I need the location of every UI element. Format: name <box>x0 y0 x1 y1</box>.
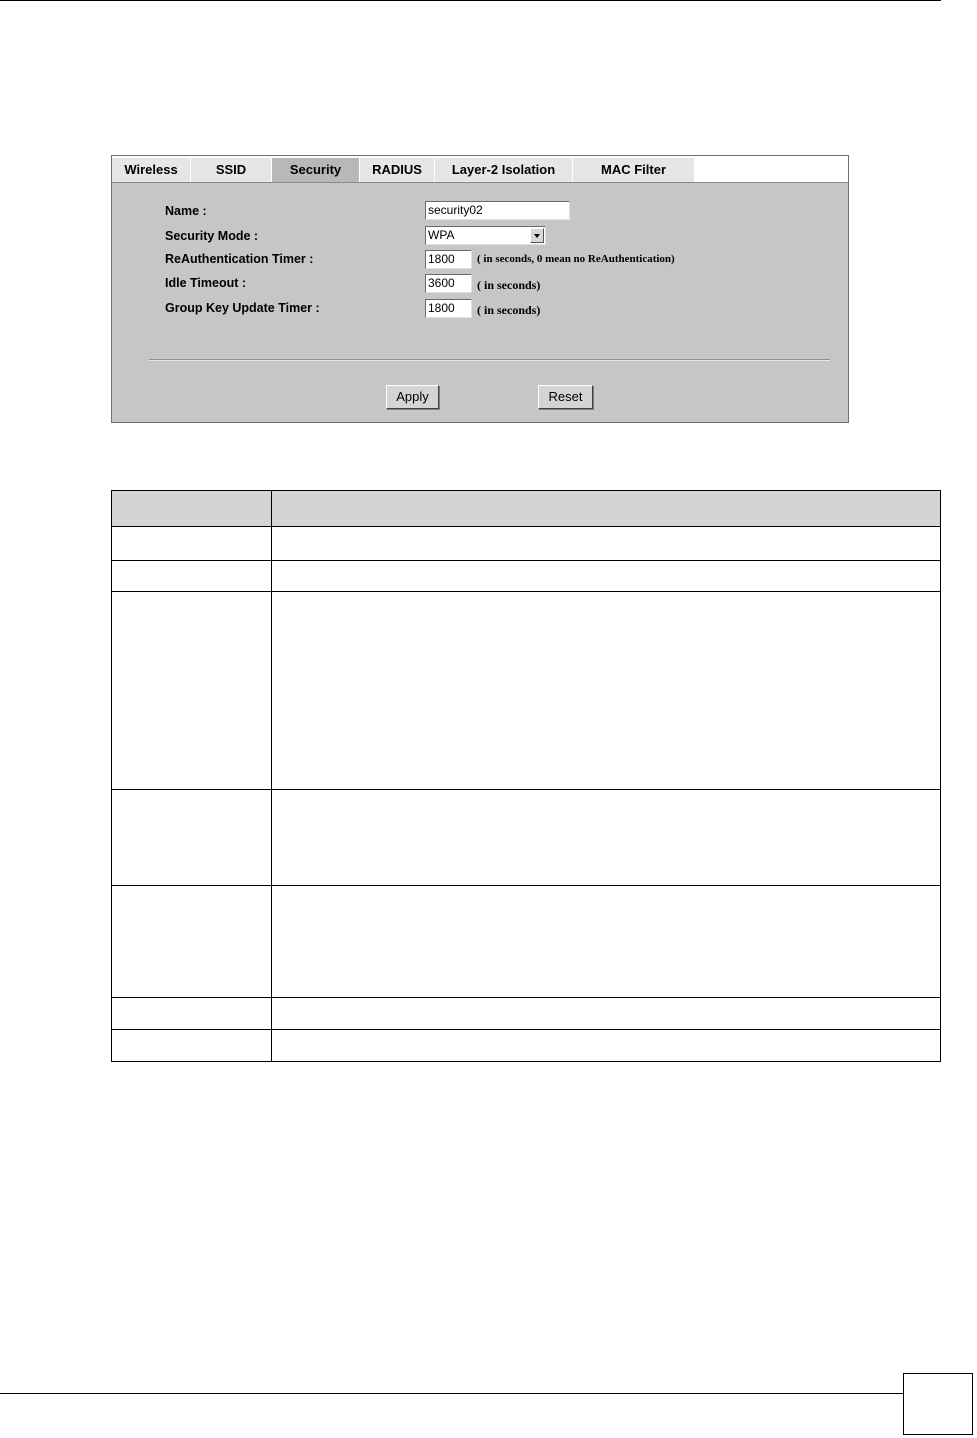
field-description-table <box>111 490 941 1062</box>
footer-rule <box>0 1393 903 1394</box>
security-settings-panel <box>111 155 849 423</box>
tab-mac-filter[interactable]: MAC Filter <box>573 158 694 182</box>
reauth-timer-input[interactable]: 1800 <box>425 250 472 269</box>
idle-timeout-label: Idle Timeout : <box>165 276 247 290</box>
table-row <box>112 997 940 1029</box>
tab-ssid[interactable]: SSID <box>191 158 271 182</box>
idle-timeout-hint: ( in seconds) <box>477 278 541 292</box>
security-mode-label: Security Mode : <box>165 229 259 243</box>
tab-radius[interactable]: RADIUS <box>360 158 434 182</box>
table-row <box>112 789 940 885</box>
group-key-timer-label: Group Key Update Timer : <box>165 301 320 315</box>
table-row <box>112 885 940 997</box>
table-row <box>112 591 940 789</box>
dropdown-arrow-icon[interactable] <box>530 228 544 243</box>
header-rule <box>0 0 941 1</box>
name-input[interactable]: security02 <box>425 201 570 220</box>
tab-wireless[interactable]: Wireless <box>112 158 190 182</box>
table-row <box>112 1029 940 1061</box>
page-number-box <box>903 1373 973 1435</box>
group-key-timer-hint: ( in seconds) <box>477 303 541 317</box>
tab-security[interactable]: Security <box>272 158 359 182</box>
group-key-timer-input[interactable]: 1800 <box>425 299 472 318</box>
apply-button[interactable]: Apply <box>386 385 439 409</box>
name-label: Name : <box>165 204 207 218</box>
tab-layer2-isolation[interactable]: Layer-2 Isolation <box>435 158 572 182</box>
reauth-timer-label: ReAuthentication Timer : <box>165 252 314 266</box>
security-mode-value: WPA <box>428 228 455 242</box>
reset-button[interactable]: Reset <box>538 385 593 409</box>
reauth-timer-hint: ( in seconds, 0 mean no ReAuthentication) <box>477 253 675 265</box>
table-header-row <box>112 491 940 526</box>
security-mode-select[interactable] <box>425 226 546 245</box>
idle-timeout-input[interactable]: 3600 <box>425 274 472 293</box>
form-divider <box>149 359 830 361</box>
table-row <box>112 560 940 591</box>
table-row <box>112 526 940 560</box>
tab-bar <box>112 156 848 183</box>
